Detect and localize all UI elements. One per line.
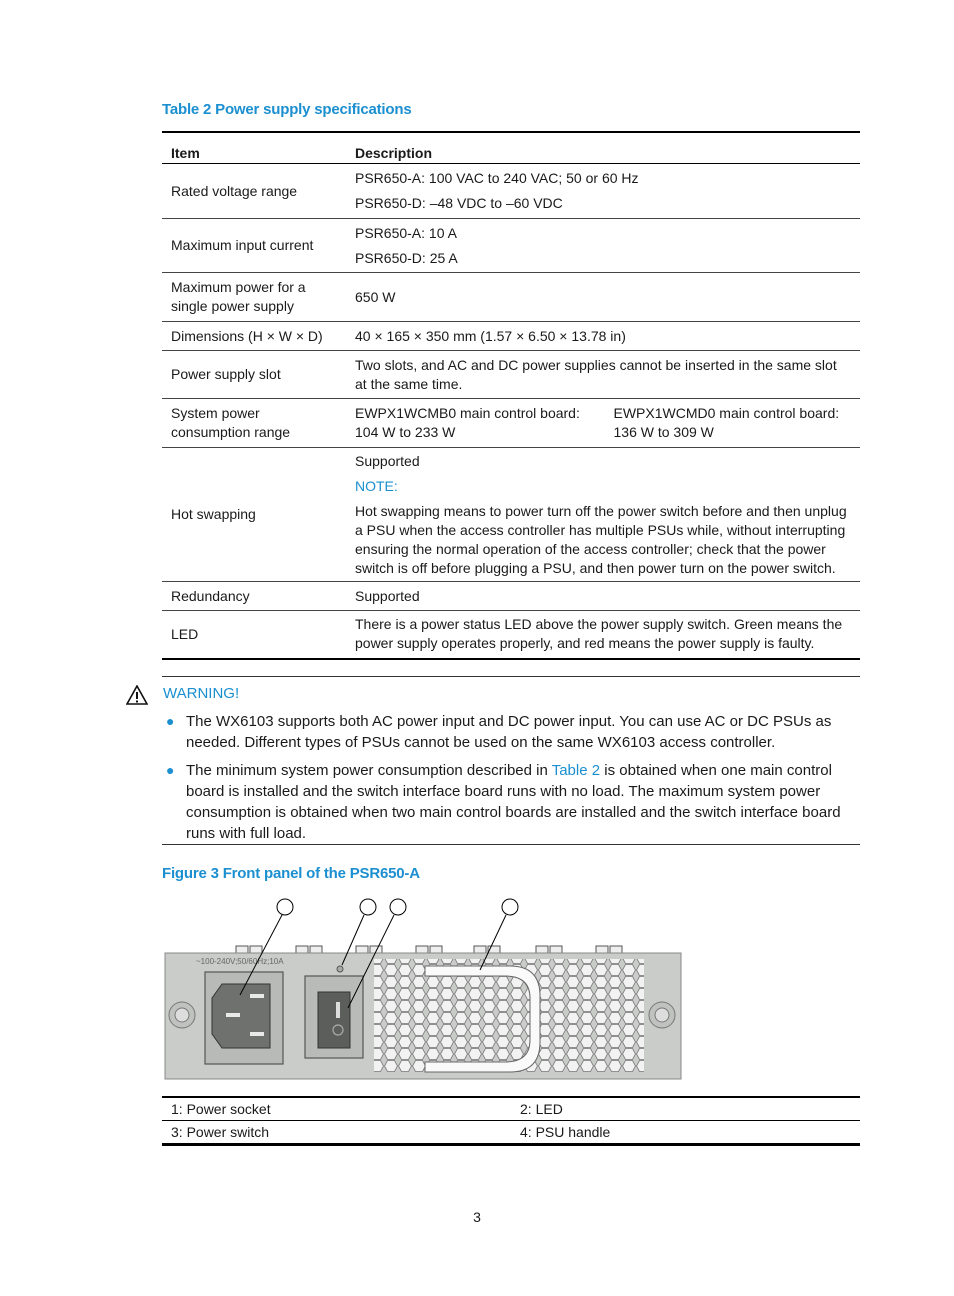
table-row xyxy=(162,399,860,448)
row-item: Rated voltage range xyxy=(162,164,346,219)
legend-item: 2: LED xyxy=(520,1101,563,1117)
legend-item: 4: PSU handle xyxy=(511,1121,860,1145)
row-description xyxy=(346,399,860,448)
rating-label: ~100-240V;50/60Hz;10A xyxy=(196,957,284,966)
bullet-text: The minimum system power consumption described in xyxy=(186,762,552,779)
row-description: 650 W xyxy=(346,273,860,322)
desc-line: PSR650-A: 100 VAC to 240 VAC; 50 or 60 Hz xyxy=(355,170,639,186)
table-row xyxy=(162,448,860,582)
legend-item: 3: Power switch xyxy=(162,1121,511,1145)
screw-icon xyxy=(169,1002,195,1028)
list-item xyxy=(162,760,860,844)
bullet-icon: ● xyxy=(166,762,175,778)
table-row xyxy=(162,322,860,351)
list-item xyxy=(162,711,860,753)
row-item: Redundancy xyxy=(162,582,346,611)
bullet-text: The WX6103 supports both AC power input and DC power input. You can use AC or DC PSUs as needed. Different types of PSUs cannot be used on the same WX6103 access controller. xyxy=(186,713,832,751)
table-row xyxy=(162,351,860,399)
warning-label: WARNING! xyxy=(163,685,240,702)
warning-list xyxy=(162,711,860,851)
row-item: Hot swapping xyxy=(162,448,346,582)
table-row xyxy=(162,219,860,273)
warning-icon xyxy=(126,685,148,705)
table-row xyxy=(162,1121,860,1145)
row-description: 40 × 165 × 350 mm (1.57 × 6.50 × 13.78 in) xyxy=(346,322,860,351)
power-switch xyxy=(305,976,363,1058)
row-item: Dimensions (H × W × D) xyxy=(162,322,346,351)
row-description: There is a power status LED above the power supply switch. Green means the power supply operates properly, and red means the power supply is faulty. xyxy=(346,611,860,659)
row-description xyxy=(346,164,860,219)
table-row xyxy=(162,1097,860,1121)
table-row xyxy=(162,582,860,611)
led-indicator xyxy=(337,966,343,972)
row-item: Maximum input current xyxy=(162,219,346,273)
page-number: 3 xyxy=(473,1209,481,1225)
psu-front-panel-figure xyxy=(160,892,690,1084)
desc-line: Supported xyxy=(355,452,420,469)
row-item: Maximum power for a single power supply xyxy=(162,273,346,322)
table-caption: Table 2 Power supply specifications xyxy=(162,101,412,118)
row-item: LED xyxy=(162,611,346,659)
table-row xyxy=(162,611,860,659)
bullet-text: is obtained when one main control board is installed and the switch interface board runs with no load. The maximum system power consumption is obtained when two main control boards are installed and the switch interface board runs with full load. xyxy=(186,762,841,842)
note-text: Hot swapping means to power turn off the power switch before and then unplug a PSU when the access controller has multiple PSUs while, without interrupting ensuring the normal operation of the access controller; check that the power switch is off before plugging a PSU, and then power turn on the power switch. xyxy=(355,502,847,576)
row-description xyxy=(346,448,860,582)
table-2-link[interactable]: Table 2 xyxy=(551,762,601,779)
warning-block xyxy=(162,676,860,845)
top-latches xyxy=(236,946,622,953)
row-description xyxy=(346,219,860,273)
board-d0-range: EWPX1WCMD0 main control board: 136 W to 309 W xyxy=(613,405,840,440)
power-socket xyxy=(205,972,283,1064)
header-description: Description xyxy=(346,132,860,164)
desc-line: PSR650-D: –48 VDC to –60 VDC xyxy=(355,195,563,211)
figure-caption: Figure 3 Front panel of the PSR650-A xyxy=(162,865,420,882)
header-item: Item xyxy=(162,132,346,164)
row-item: Power supply slot xyxy=(162,351,346,399)
board-b0-range: EWPX1WCMB0 main control board: 104 W to 233 W xyxy=(355,405,580,440)
screw-icon xyxy=(649,1002,675,1028)
bullet-icon: ● xyxy=(166,713,175,729)
note-label: NOTE: xyxy=(355,477,398,494)
row-description: Supported xyxy=(346,582,860,611)
row-description: Two slots, and AC and DC power supplies cannot be inserted in the same slot at the same time. xyxy=(346,351,860,399)
power-supply-spec-table xyxy=(162,131,860,660)
desc-line: PSR650-A: 10 A xyxy=(355,224,457,241)
desc-line: PSR650-D: 25 A xyxy=(355,249,458,266)
row-item: System power consumption range xyxy=(162,399,346,448)
table-row xyxy=(162,273,860,322)
figure-legend xyxy=(162,1096,860,1146)
legend-item: 1: Power socket xyxy=(171,1101,271,1117)
table-row xyxy=(162,164,860,219)
